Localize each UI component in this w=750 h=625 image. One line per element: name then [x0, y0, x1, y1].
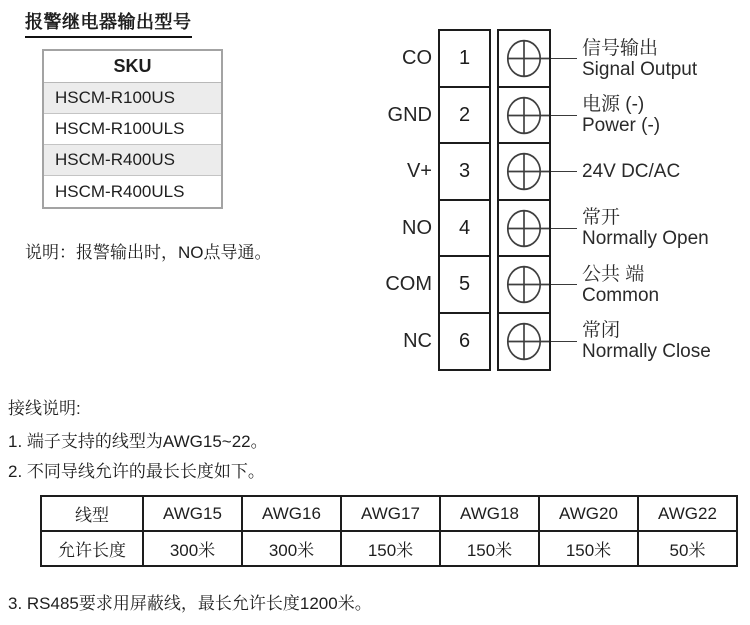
awg-cell: 150米: [539, 531, 638, 566]
pin-label: V+: [406, 160, 432, 182]
terminal-description: [582, 312, 711, 371]
pin-label: NO: [402, 216, 432, 239]
terminal-number: 6: [438, 312, 491, 371]
awg-cell: AWG16: [242, 496, 341, 531]
terminal-desc-cn: 电源 (-): [582, 94, 645, 115]
terminal-row: [375, 142, 711, 201]
terminal-row: [375, 29, 711, 88]
sku-table-row: HSCM-R400ULS: [55, 181, 185, 201]
screw-terminal-icon: [497, 142, 551, 201]
leader-line: [551, 228, 577, 229]
sku-table-header: SKU: [44, 51, 221, 83]
awg-cell: AWG15: [143, 496, 242, 531]
awg-header-row: [41, 496, 737, 531]
terminal-desc-cn: 常闭: [582, 320, 621, 341]
terminal-desc-cn: 信号输出: [582, 37, 659, 59]
screw-terminal-icon: [497, 29, 551, 88]
terminal-description: [582, 255, 659, 314]
leader-line: [551, 341, 577, 342]
screw-terminal-icon: [497, 312, 551, 371]
terminal-row: [375, 255, 711, 314]
wiring-note-1: 1. 端子支持的线型为AWG15~22。: [8, 432, 268, 451]
leader-line: [551, 58, 577, 59]
terminal-desc-en: 24V DC/AC: [582, 161, 681, 182]
terminal-row: [375, 86, 711, 145]
leader-line: [551, 115, 577, 116]
leader-line: [551, 171, 577, 172]
sku-table-row: HSCM-R100US: [44, 83, 221, 114]
wiring-note-2: 2. 不同导线允许的最长长度如下。: [8, 462, 265, 481]
terminal-number: 1: [438, 29, 491, 88]
pin-label: CO: [402, 47, 432, 69]
awg-cell: AWG22: [638, 496, 737, 531]
terminal-desc-en: Normally Open: [582, 228, 709, 249]
awg-cell: 50米: [638, 531, 737, 566]
pin-label: NC: [403, 329, 432, 352]
terminal-desc-en: Power (-): [582, 115, 661, 136]
pin-label: GND: [387, 103, 432, 126]
terminal-description: [582, 142, 680, 201]
terminal-description: [582, 199, 709, 258]
terminal-number: 5: [438, 255, 491, 314]
awg-length-row: [41, 531, 737, 566]
page-title: 报警继电器输出型号: [25, 8, 192, 38]
sku-table-row: HSCM-R400US: [44, 145, 221, 176]
terminal-description: [582, 86, 660, 145]
pin-label: COM: [385, 273, 432, 295]
terminal-desc-cn: 公共 端: [582, 263, 645, 285]
awg-cell: 300米: [242, 531, 341, 566]
terminal-desc-en: Common: [582, 284, 660, 306]
screw-terminal-icon: [497, 199, 551, 258]
leader-line: [551, 284, 577, 285]
terminal-desc-en: Normally Close: [582, 341, 711, 362]
awg-cell: 300米: [143, 531, 242, 566]
terminal-number: 3: [438, 142, 491, 201]
terminal-description: [582, 29, 697, 88]
terminal-desc-en: Signal Output: [582, 58, 698, 80]
awg-cell: AWG17: [341, 496, 440, 531]
awg-cell: 150米: [341, 531, 440, 566]
awg-length-table: [40, 495, 738, 567]
terminal-desc-cn: 常开: [582, 207, 621, 228]
sku-table: [42, 49, 223, 209]
terminal-row: [375, 312, 711, 371]
terminal-diagram: [375, 29, 711, 371]
wiring-notes-heading: 接线说明:: [8, 399, 81, 418]
sku-table-row: HSCM-R100ULS: [44, 114, 221, 145]
terminal-number: 2: [438, 86, 491, 145]
terminal-row: [375, 199, 711, 258]
terminal-number: 4: [438, 199, 491, 258]
awg-cell: 150米: [440, 531, 539, 566]
screw-terminal-icon: [497, 255, 551, 314]
screw-terminal-icon: [497, 86, 551, 145]
awg-cell: AWG20: [539, 496, 638, 531]
awg-cell: 线型: [41, 496, 143, 531]
awg-cell: 允许长度: [41, 531, 143, 566]
awg-cell: AWG18: [440, 496, 539, 531]
wiring-note-3: 3. RS485要求用屏蔽线，最长允许长度1200米。: [8, 594, 372, 613]
relay-note: 说明：报警输出时，NO点导通。: [25, 243, 272, 262]
